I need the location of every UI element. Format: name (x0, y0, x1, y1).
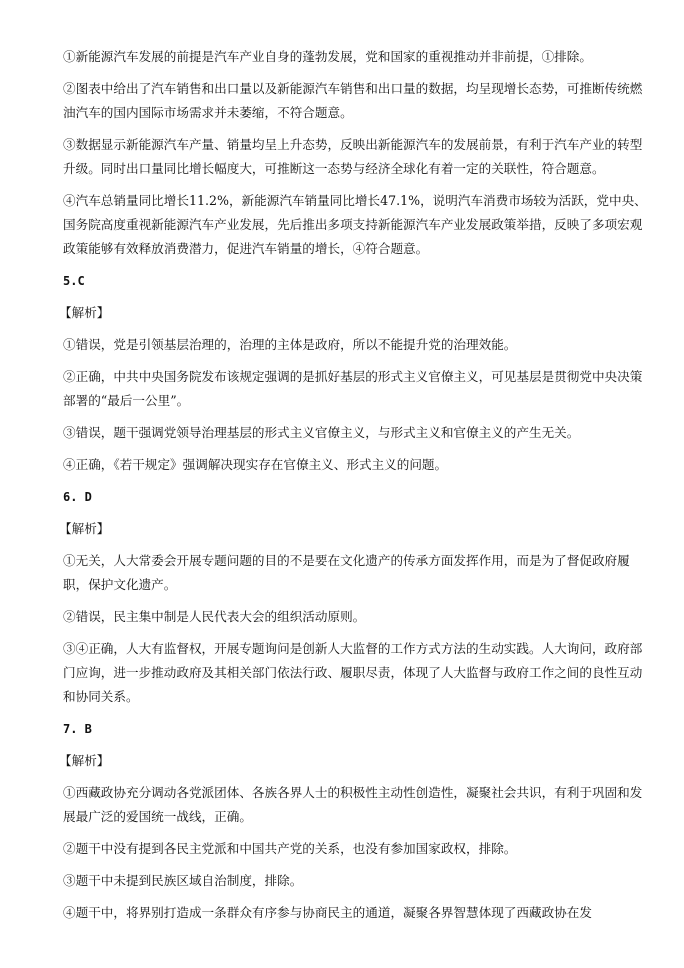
analysis-item: ③错误，题干强调党领导治理基层的形式主义官僚主义，与形式主义和官僚主义的产生无关。 (63, 425, 580, 440)
analysis-item: ②错误，民主集中制是人民代表大会的组织活动原则。 (63, 609, 366, 624)
question-number: 5.C (63, 274, 85, 288)
question-number: 6. D (63, 490, 92, 504)
question-6 (59, 485, 654, 709)
analysis-item: ①错误，党是引领基层治理的，治理的主体是政府，所以不能提升党的治理效能。 (63, 337, 517, 352)
question-7 (59, 717, 654, 925)
question-5 (59, 269, 654, 477)
analysis-label: 【解析】 (59, 753, 110, 768)
analysis-label: 【解析】 (59, 521, 110, 536)
analysis-item: ②题干中没有提到各民主党派和中国共产党的关系，也没有参加国家政权，排除。 (63, 841, 517, 856)
analysis-item: ②图表中给出了汽车销售和出口量以及新能源汽车销售和出口量的数据，均呈现增长态势，可推断传统燃油汽车的国内国际市场需求并未萎缩，不符合题意。 (63, 81, 643, 120)
previous-question-analysis (63, 45, 654, 261)
analysis-item: ④汽车总销量同比增长11.2%，新能源汽车销量同比增长47.1%，说明汽车消费市场较为活跃，党中央、国务院高度重视新能源汽车产业发展，先后推出多项支持新能源汽车产业发展政策举措，反映了多项宏观政策能够有效释放消费潜力，促进汽车销量的增长，④符合题意。 (63, 193, 647, 256)
analysis-item: ①西藏政协充分调动各党派团体、各族各界人士的积极性主动性创造性，凝聚社会共识，有利于巩固和发展最广泛的爱国统一战线，正确。 (63, 785, 643, 824)
analysis-item: ③数据显示新能源汽车产量、销量均呈上升态势，反映出新能源汽车的发展前景，有利于汽车产业的转型升级。同时出口量同比增长幅度大，可推断这一态势与经济全球化有着一定的关联性，符合题意。 (63, 137, 643, 176)
analysis-item: ③④正确，人大有监督权，开展专题询问是创新人大监督的工作方式方法的生动实践。人大询问，政府部门应询，进一步推动政府及其相关部门依法行政、履职尽责，体现了人大监督与政府工作之间的良性互动和协同关系。 (63, 641, 643, 704)
analysis-item: ①无关，人大常委会开展专题问题的目的不是要在文化遗产的传承方面发挥作用，而是为了督促政府履职，保护文化遗产。 (63, 553, 630, 592)
analysis-item: ④题干中，将界别打造成一条群众有序参与协商民主的通道，凝聚各界智慧体现了西藏政协在发 (63, 905, 592, 920)
analysis-item: ②正确，中共中央国务院发布该规定强调的是抓好基层的形式主义官僚主义，可见基层是贯彻党中央决策部署的“最后一公里”。 (63, 369, 643, 408)
analysis-item: ③题干中未提到民族区域自治制度，排除。 (63, 873, 303, 888)
analysis-item: ④正确，《若干规定》强调解决现实存在官僚主义、形式主义的问题。 (63, 457, 448, 472)
analysis-label: 【解析】 (59, 305, 110, 320)
question-number: 7. B (63, 722, 92, 736)
analysis-item: ①新能源汽车发展的前提是汽车产业自身的蓬勃发展，党和国家的重视推动并非前提，①排除。 (63, 49, 592, 64)
